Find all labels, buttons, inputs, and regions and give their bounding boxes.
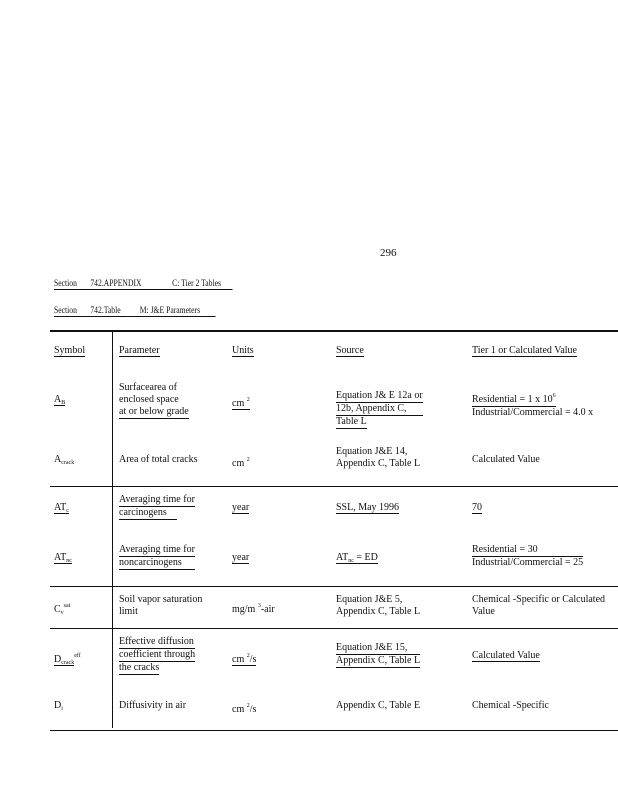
table-cell-text: sat xyxy=(63,603,71,609)
table-cell xyxy=(336,390,423,429)
table-cell-text: enclosed space xyxy=(119,394,179,405)
table-cell-text: carcinogens xyxy=(119,507,177,520)
table-cell xyxy=(232,600,275,616)
table-cell xyxy=(54,700,63,715)
table-cell-text: year xyxy=(232,502,250,513)
table-cell xyxy=(54,454,74,469)
section-heading-table xyxy=(54,305,215,315)
page-number: 296 xyxy=(380,247,397,259)
table-cell xyxy=(232,394,250,410)
table-cell-text: /s xyxy=(249,654,257,665)
table-cell-text: 2 xyxy=(246,397,250,403)
header-value: Tier 1 or Calculated Value xyxy=(472,345,577,356)
table-cell-text: AT xyxy=(54,502,67,513)
table-cell-text: Diffusivity in air xyxy=(119,700,187,711)
table-cell-text: Effective diffusion xyxy=(119,636,194,647)
table-cell-text: v xyxy=(60,610,64,616)
table-cell-text: cm xyxy=(232,458,245,469)
table-cell-text: Surfacearea of xyxy=(119,382,178,393)
table-cell xyxy=(119,636,195,675)
table-cell-text: at or below grade xyxy=(119,406,189,417)
table-cell-text: Calculated Value xyxy=(472,650,540,661)
table-cell-text: B xyxy=(61,400,66,406)
table-cell-text: nc xyxy=(348,558,354,564)
table-cell xyxy=(119,544,195,570)
table-cell xyxy=(54,345,98,357)
table-cell xyxy=(472,390,593,419)
table-cell xyxy=(472,502,485,514)
table-cell-text: SSL, May 1996 xyxy=(336,502,400,513)
table-cell xyxy=(232,552,252,564)
table-cell xyxy=(119,594,202,618)
table-cell xyxy=(54,552,72,567)
table-cell-text: crack xyxy=(61,660,75,666)
table-cell xyxy=(54,650,81,669)
table-cell xyxy=(336,345,364,357)
table-cell-text: 2 xyxy=(246,457,250,463)
table-cell-text: Chemical -Specific or Calculated xyxy=(472,594,606,605)
table-cell-text: Appendix C, Table L xyxy=(336,458,421,469)
table-cell xyxy=(54,394,65,409)
table-cell-text: nc xyxy=(66,558,72,564)
table-cell-text: cm xyxy=(232,654,245,665)
table-cell-text: limit xyxy=(119,606,138,617)
table-cell xyxy=(336,594,420,618)
table-cell-text: c xyxy=(66,508,69,514)
section-title: C: Tier 2 Tables xyxy=(172,278,222,288)
section-heading-appendix xyxy=(54,278,232,288)
section-number: 742.Table xyxy=(90,305,121,315)
table-cell-text: Industrial/Commercial = 4.0 x xyxy=(472,407,594,418)
table-cell-text: D xyxy=(54,700,62,711)
table-cell-text: 70 xyxy=(472,502,482,513)
header-units: Units xyxy=(232,345,254,356)
table-cell-text: -air xyxy=(260,604,275,615)
table-cell xyxy=(54,600,70,619)
table-cell xyxy=(232,345,254,357)
table-row xyxy=(50,544,618,587)
section-label: Section xyxy=(54,278,77,288)
section-label: Section xyxy=(54,305,77,315)
table-cell-text: mg/m xyxy=(232,604,256,615)
header-parameter: Parameter xyxy=(119,345,160,356)
table-cell xyxy=(119,345,160,357)
table-cell-text: noncarcinogens xyxy=(119,557,195,570)
header-source: Source xyxy=(336,345,364,356)
table-cell xyxy=(472,544,583,569)
table-cell-text: Calculated Value xyxy=(472,454,540,465)
table-cell xyxy=(472,650,542,662)
table-cell-text: coefficient through xyxy=(119,649,196,660)
table-cell-text: Residential = 1 x 10 xyxy=(472,394,553,405)
table-row xyxy=(50,594,618,629)
table-cell-text: = ED xyxy=(353,552,378,563)
table-cell-text: eff xyxy=(74,653,81,659)
table-cell xyxy=(232,700,256,716)
table-cell-text: cm xyxy=(232,398,245,409)
header-symbol: Symbol xyxy=(54,345,86,356)
table-cell xyxy=(119,494,195,520)
table-cell-text: Equation J&E 15, xyxy=(336,642,420,655)
table-cell xyxy=(336,552,378,567)
table-cell xyxy=(472,594,605,618)
table-cell xyxy=(336,446,420,470)
table-cell-text: cm xyxy=(232,704,245,715)
table-cell-text: AT xyxy=(336,552,349,563)
table-cell-text: Averaging time for xyxy=(119,494,195,505)
table-cell-text: Soil vapor saturation xyxy=(119,594,203,605)
table-cell-text: Equation J& E 12a or xyxy=(336,390,423,401)
table-cell-text: Industrial/Commercial = 25 xyxy=(472,557,584,568)
table-cell-text: 2 xyxy=(246,653,250,659)
table-cell-text: Equation J&E 5, xyxy=(336,594,403,605)
section-number: 742.APPENDIX xyxy=(90,278,142,288)
table-column-divider xyxy=(112,330,113,728)
table-cell-text: D xyxy=(54,654,62,665)
table-cell-text: Appendix C, Table L xyxy=(336,655,421,666)
table-cell-text: C xyxy=(54,604,61,615)
table-cell-text: 3 xyxy=(257,603,261,609)
table-cell-text: the cracks xyxy=(119,662,160,673)
table-cell-text: Equation J&E 14, xyxy=(336,446,408,457)
table-cell-text: Value xyxy=(472,606,495,617)
table-cell xyxy=(336,642,420,668)
table-cell-text: AT xyxy=(54,552,67,563)
table-cell-text: Appendix C, Table E xyxy=(336,700,421,711)
table-cell-text: A xyxy=(54,454,62,465)
parameter-cell xyxy=(119,382,189,419)
table-cell-text: Residential = 30 xyxy=(472,544,583,557)
table-cell-text: Averaging time for xyxy=(119,544,195,555)
table-cell-text: Table L xyxy=(336,416,367,427)
table-cell-text: Area of total cracks xyxy=(119,454,198,465)
table-cell xyxy=(232,502,252,514)
table-cell xyxy=(232,454,250,470)
table-cell-text: 2 xyxy=(246,703,250,709)
table-cell-text: 6 xyxy=(552,393,556,399)
table-cell-text: /s xyxy=(249,704,257,715)
table-cell xyxy=(54,502,69,517)
table-cell xyxy=(232,650,256,666)
table-cell xyxy=(472,345,577,357)
table-cell-text: crack xyxy=(61,460,75,466)
section-title: M: J&E Parameters xyxy=(139,305,201,315)
table-cell xyxy=(336,502,399,514)
table-cell-text: year xyxy=(232,552,250,563)
table-cell-text: i xyxy=(61,706,63,712)
table-cell-text: Appendix C, Table L xyxy=(336,606,421,617)
table-cell-text: Chemical -Specific xyxy=(472,700,549,711)
table-row xyxy=(50,446,618,487)
table-cell-text: A xyxy=(54,394,62,405)
table-cell-text: 12b, Appendix C, xyxy=(336,403,423,416)
